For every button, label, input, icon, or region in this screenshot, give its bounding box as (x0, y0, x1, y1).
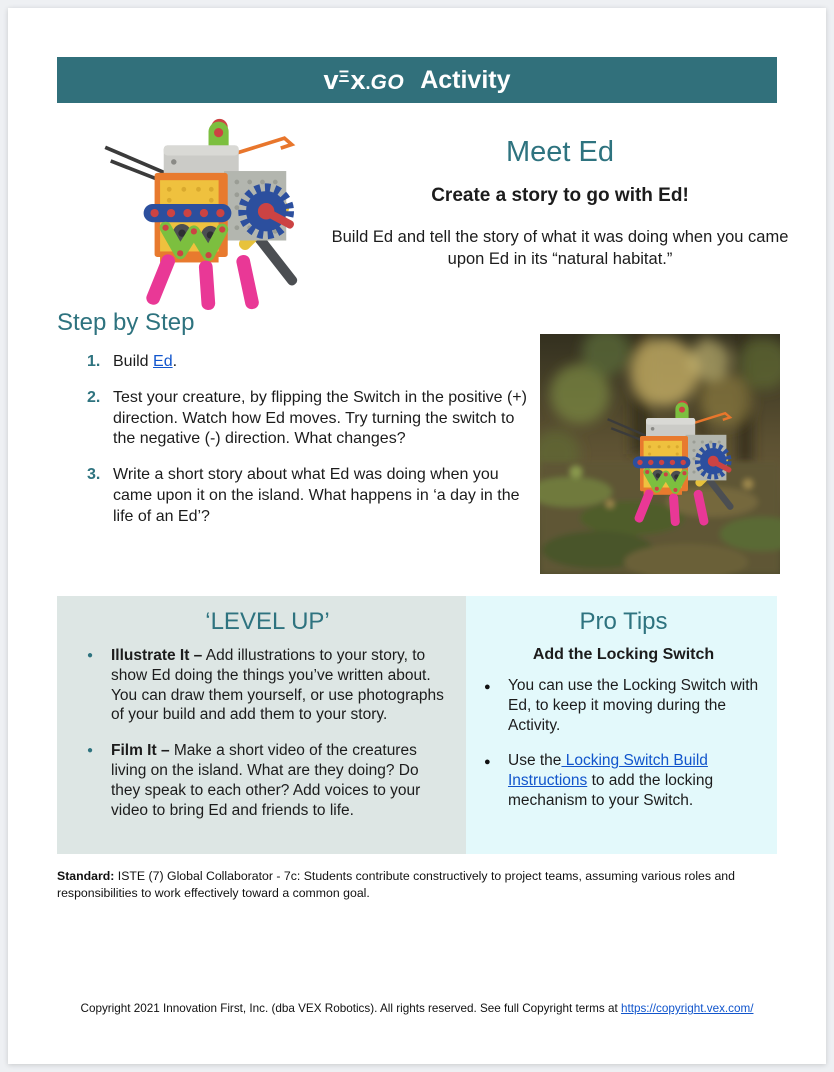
step-text-pre: Build (113, 353, 154, 370)
step-text: Write a short story about what Ed was doing when you came upon it on the island. What happens in ‘a day in the life of an Ed’? (113, 466, 520, 525)
list-item (87, 646, 448, 725)
step-item (87, 465, 539, 527)
step-item (87, 352, 539, 373)
step-number: 2. (87, 388, 101, 406)
list-item (484, 751, 763, 810)
bullet-body: Use the (508, 752, 562, 770)
copyright-link[interactable]: https://copyright.vex.com/ (620, 1002, 754, 1015)
bullet-body: Make a short video of the creatures living on the island. What are they doing? Do they speak to each other? Add voices to your video to bring Ed and friends to life. (111, 742, 421, 819)
bullet-body: Add illustrations to your story, to show Ed doing the things you’ve written about. You can draw them yourself, or use photographs of your build and add them to your story. (111, 647, 444, 724)
logo-letter: x (350, 64, 366, 95)
step-item (87, 388, 539, 450)
logo-letter: Ξ (338, 66, 351, 86)
ed-habitat-photo (540, 334, 780, 574)
bullet-text (111, 741, 448, 820)
level-up-section (57, 596, 466, 854)
ed-build-link[interactable]: Ed (153, 353, 173, 370)
hero-section (330, 136, 790, 271)
level-up-list (87, 646, 448, 821)
step-text: Test your creature, by flipping the Switch in the positive (+) direction. Watch how Ed moves. Try turning the switch to the negative (-) direction. What changes? (113, 388, 527, 448)
vex-go-logo (323, 65, 404, 96)
activity-page (8, 8, 826, 1064)
bullet-icon: ● (484, 681, 491, 693)
banner-title: Activity (420, 65, 511, 94)
bullet-text (111, 646, 448, 725)
steps-list (87, 352, 539, 543)
bullet-icon: ● (87, 745, 94, 757)
standard-text: ISTE (7) Global Collaborator - 7c: Students contribute constructively to project teams, assuming various roles and responsibilities to work effectively toward a common goal. (57, 869, 735, 901)
logo-letter: GO (370, 70, 405, 94)
bullet-text: You can use the Locking Switch with Ed, to keep it moving during the Activity. (508, 677, 759, 734)
logo-letter: . (365, 72, 371, 93)
standard-label: Standard: (57, 869, 115, 883)
level-up-heading: ‘LEVEL UP’ (205, 608, 330, 635)
pro-tips-heading: Pro Tips (579, 608, 668, 635)
page-title: Meet Ed (506, 136, 614, 168)
bullet-text (508, 751, 763, 810)
steps-heading: Step by Step (57, 309, 195, 336)
header-banner (57, 57, 777, 103)
copyright-text: Copyright 2021 Innovation First, Inc. (dba VEX Robotics). All rights reserved. See full Copyright terms at (80, 1002, 621, 1015)
bullet-lead: Illustrate It – (111, 647, 203, 664)
ed-robot-illustration (70, 118, 305, 310)
logo-letter: v (323, 64, 339, 95)
bullet-lead: Film It – (111, 742, 170, 760)
pro-tips-list (484, 676, 763, 811)
page-subtitle: Create a story to go with Ed! (431, 185, 689, 206)
step-text (113, 352, 177, 373)
pro-tips-subheading: Add the Locking Switch (532, 646, 715, 663)
intro-paragraph: Build Ed and tell the story of what it was doing when you came upon Ed in its “natural habitat.” (331, 228, 789, 268)
list-item (87, 741, 448, 820)
copyright-footer (8, 1002, 826, 1015)
bullet-icon: ● (87, 650, 94, 661)
step-number: 3. (87, 466, 101, 484)
list-item (484, 676, 763, 735)
step-text-post: . (172, 353, 178, 370)
bullet-icon: ● (484, 756, 491, 769)
bullet-body: to add the locking mechanism to your Switch. (508, 772, 714, 810)
locking-switch-instructions-link[interactable]: Locking Switch Build Instructions (508, 752, 708, 790)
step-number: 1. (87, 353, 101, 370)
pro-tips-section (466, 596, 777, 854)
standard-note (57, 868, 765, 902)
